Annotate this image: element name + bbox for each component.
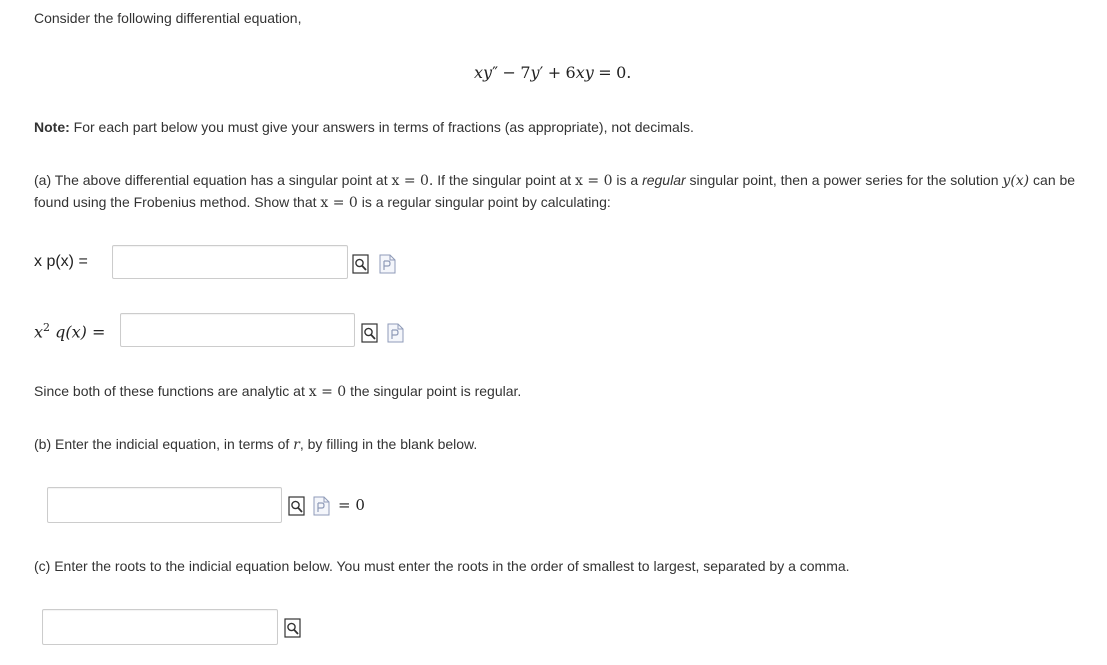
xp-input[interactable] [112, 245, 348, 279]
part-b-t1: (b) Enter the indicial equation, in terms of [34, 436, 290, 452]
part-a-t4: singular point, then a power series for the solution [689, 172, 999, 188]
note-label: Note: [34, 119, 70, 135]
part-a-t5: can be found using the Frobenius method. Show that [34, 172, 1076, 210]
preview-icon[interactable] [288, 496, 305, 516]
part-a-t1: (a) The above differential equation has a singular point at [34, 172, 388, 188]
formula-help-icon[interactable] [379, 254, 396, 274]
differential-equation [474, 63, 631, 83]
eq-equals: = [598, 63, 612, 82]
part-a-t2: If the singular point at [437, 172, 572, 188]
x2q-label-rest: q(x) = [50, 322, 106, 342]
part-a-t3: is a [616, 172, 639, 188]
part-a-t6: is a regular singular point by calculating: [361, 194, 611, 210]
formula-help-icon[interactable] [387, 323, 404, 343]
part-b-math: r [293, 437, 300, 453]
since-text [34, 383, 521, 400]
part-a-math-4: x = 0 [320, 195, 358, 211]
since-t2: the singular point is regular. [350, 383, 522, 399]
part-c-text: (c) Enter the roots to the indicial equation below. You must enter the roots in the order of smallest to largest, separated by a comma. [34, 558, 850, 574]
eq-coef-6: 6 [565, 63, 576, 82]
part-a-text [34, 170, 1084, 214]
xp-label: x p(x) = [34, 253, 88, 270]
indicial-suffix: = 0 [338, 496, 365, 514]
x2q-label-exp: 2 [43, 321, 51, 334]
part-a-math-2: x = 0 [575, 173, 613, 189]
eq-minus: − [502, 63, 516, 82]
eq-double-prime: ″ [492, 63, 499, 82]
intro-text: Consider the following differential equation, [34, 10, 302, 26]
eq-plus: + [547, 63, 562, 82]
indicial-equation-input[interactable] [47, 487, 282, 523]
part-b-text [34, 436, 477, 453]
part-b-t2: , by filling in the blank below. [299, 436, 478, 452]
preview-icon[interactable] [352, 254, 369, 274]
eq-var-xy: xy [575, 63, 594, 82]
note-text: For each part below you must give your answers in terms of fractions (as appropriate), not decimals. [73, 119, 694, 135]
preview-icon[interactable] [361, 323, 378, 343]
note [34, 119, 694, 135]
x2q-input[interactable] [120, 313, 355, 347]
x2q-label [34, 321, 105, 342]
since-t1: Since both of these functions are analytic at [34, 383, 305, 399]
formula-help-icon[interactable] [313, 496, 330, 516]
eq-coef-7: 7 [520, 63, 531, 82]
roots-input[interactable] [42, 609, 278, 645]
part-a-math-3: y(x) [1002, 173, 1030, 189]
since-math: x = 0 [308, 384, 347, 400]
eq-var-y: y [530, 63, 540, 82]
eq-term-xy: xy [474, 63, 493, 82]
eq-rhs: 0. [616, 63, 632, 82]
part-a-regular: regular [642, 172, 686, 188]
part-a-math-1: x = 0. [391, 173, 434, 189]
preview-icon[interactable] [284, 618, 301, 638]
eq-prime: ′ [539, 63, 544, 82]
x2q-label-base: x [34, 322, 44, 342]
